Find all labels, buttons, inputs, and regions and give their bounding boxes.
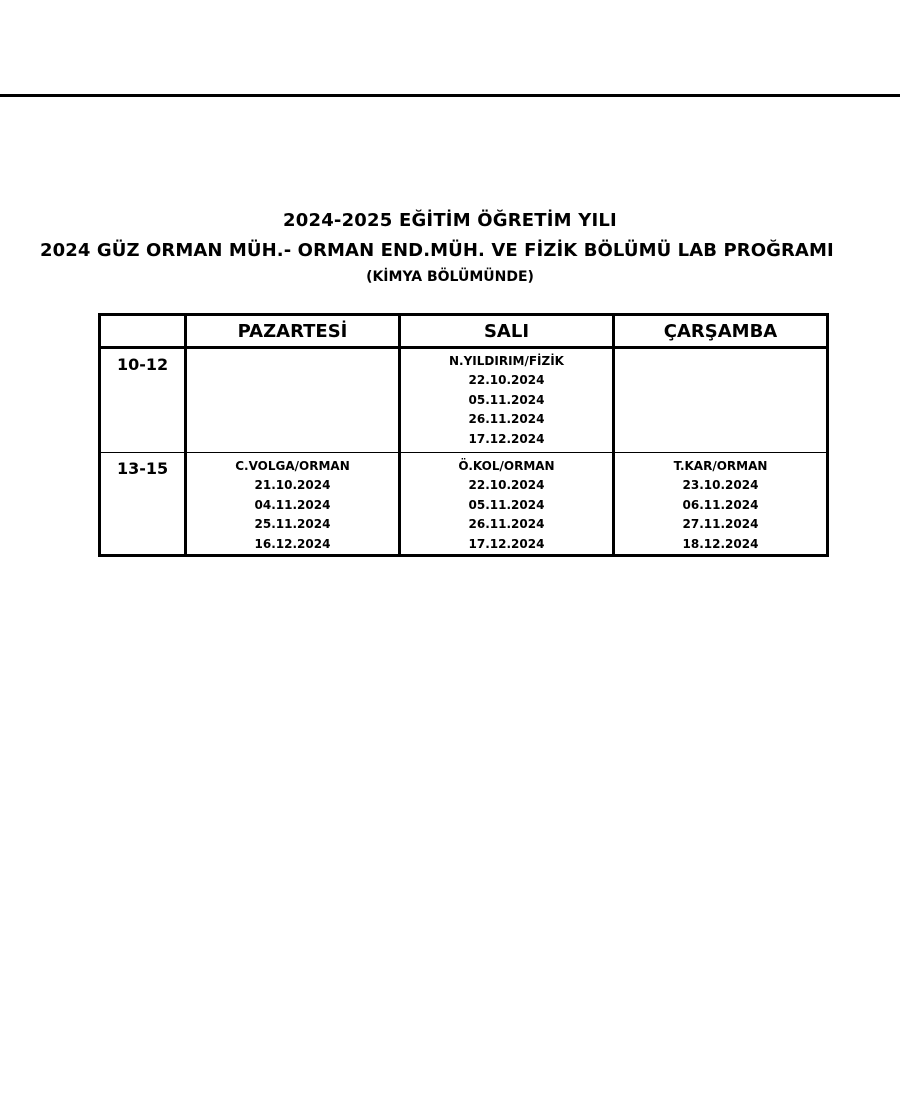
lab-date: 22.10.2024 xyxy=(468,478,545,492)
lab-schedule-table xyxy=(98,313,829,557)
lab-date: 05.11.2024 xyxy=(468,497,545,512)
instructor-label: Ö.KOL/ORMAN xyxy=(458,459,555,473)
lab-date: 17.12.2024 xyxy=(468,431,545,446)
cell-wednesday xyxy=(614,453,828,556)
cell-wednesday xyxy=(614,348,828,453)
cell-tuesday xyxy=(400,348,614,453)
lab-date: 18.12.2024 xyxy=(682,536,759,551)
cell-monday xyxy=(186,453,400,556)
table-row xyxy=(100,453,828,556)
lab-date: 27.11.2024 xyxy=(682,517,759,531)
lab-date: 21.10.2024 xyxy=(254,478,331,492)
table-row xyxy=(100,348,828,453)
instructor-label: T.KAR/ORMAN xyxy=(673,459,768,473)
lab-date: 23.10.2024 xyxy=(682,478,759,492)
lab-date: 05.11.2024 xyxy=(468,392,545,407)
instructor-label: N.YILDIRIM/FİZİK xyxy=(449,354,564,368)
header-monday: PAZARTESİ xyxy=(186,315,400,348)
cell-tuesday xyxy=(400,453,614,556)
subtitle-location: (KİMYA BÖLÜMÜNDE) xyxy=(366,269,534,285)
title-academic-year: 2024-2025 EĞİTİM ÖĞRETİM YILI xyxy=(283,210,617,231)
lab-date: 25.11.2024 xyxy=(254,517,331,531)
header-row xyxy=(100,315,828,348)
lab-date: 04.11.2024 xyxy=(254,497,331,512)
header-time xyxy=(100,315,186,348)
time-slot: 10-12 xyxy=(100,348,186,453)
header-tuesday: SALI xyxy=(400,315,614,348)
lab-date: 06.11.2024 xyxy=(682,497,759,512)
lab-date: 22.10.2024 xyxy=(468,373,545,387)
lab-date: 17.12.2024 xyxy=(468,536,545,551)
cell-monday xyxy=(186,348,400,453)
header-wednesday: ÇARŞAMBA xyxy=(614,315,828,348)
lab-date: 16.12.2024 xyxy=(254,536,331,551)
top-rule xyxy=(0,94,900,97)
lab-date: 26.11.2024 xyxy=(468,412,545,426)
time-slot: 13-15 xyxy=(117,459,169,478)
instructor-label: C.VOLGA/ORMAN xyxy=(235,459,350,473)
title-lab-program: 2024 GÜZ ORMAN MÜH.- ORMAN END.MÜH. VE FİZİK BÖLÜMÜ LAB PROĞRAMI xyxy=(40,240,834,261)
lab-date: 26.11.2024 xyxy=(468,517,545,531)
